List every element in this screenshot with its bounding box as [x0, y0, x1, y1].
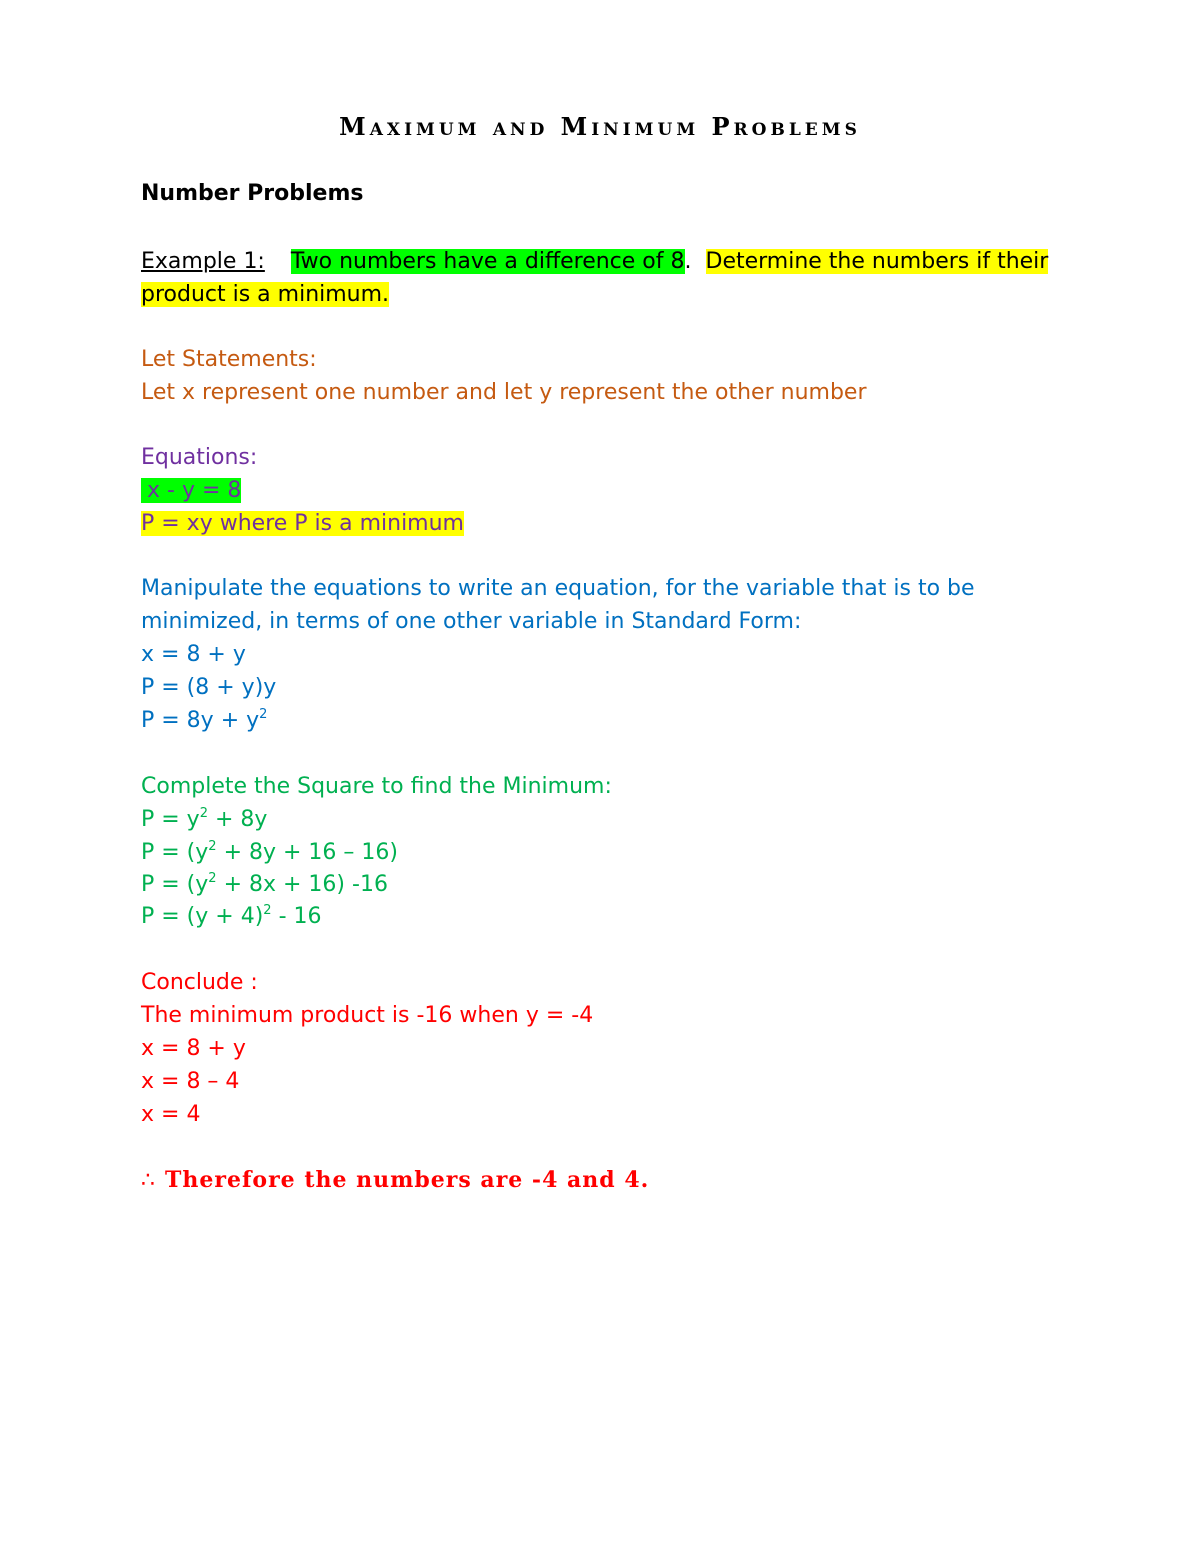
- step-text: + 8x + 16) -16: [216, 872, 388, 897]
- complete-square-step-4: [141, 901, 322, 933]
- exponent: 2: [259, 707, 268, 722]
- conclude-line-4: x = 4: [141, 1102, 201, 1127]
- page-title: Maximum and Minimum Problems: [339, 112, 861, 141]
- manipulate-step-1: x = 8 + y: [141, 642, 246, 667]
- exponent: 2: [208, 871, 217, 886]
- step-text: + 8y: [208, 807, 268, 832]
- manipulate-instruction-2: minimized, in terms of one other variable in Standard Form:: [141, 609, 802, 634]
- complete-square-step-3: [141, 869, 388, 901]
- conclude-heading: Conclude :: [141, 970, 258, 995]
- manipulate-step-3-text: P = 8y + y: [141, 708, 260, 733]
- equations-heading: Equations:: [141, 445, 258, 470]
- equation-1: [141, 475, 241, 507]
- complete-square-step-2: [141, 837, 398, 869]
- final-answer-text: Therefore the numbers are -4 and 4.: [165, 1167, 650, 1193]
- final-answer: [141, 1164, 649, 1197]
- problem-period: .: [684, 249, 692, 274]
- step-text: P = y: [141, 807, 200, 832]
- step-text: - 16: [271, 904, 322, 929]
- problem-highlight-green: Two numbers have a difference of 8: [290, 249, 685, 274]
- conclude-line-3: x = 8 – 4: [141, 1069, 240, 1094]
- equation-2-text: P = xy where P is a minimum: [141, 511, 464, 536]
- step-text: P = (y + 4): [141, 904, 264, 929]
- conclude-line-2: x = 8 + y: [141, 1036, 246, 1061]
- example-problem-line1: [141, 246, 1048, 278]
- therefore-icon: ∴: [141, 1168, 155, 1193]
- example-problem-line2: [141, 279, 389, 311]
- step-text: + 8y + 16 – 16): [216, 840, 398, 865]
- problem-highlight-yellow-2: product is a minimum.: [141, 282, 390, 307]
- exponent: 2: [199, 806, 208, 821]
- manipulate-instruction-1: Manipulate the equations to write an equation, for the variable that is to be: [141, 576, 975, 601]
- manipulate-step-2: P = (8 + y)y: [141, 675, 277, 700]
- example-label: Example 1:: [141, 249, 265, 274]
- section-heading: Number Problems: [141, 181, 364, 206]
- let-statements-text: Let x represent one number and let y represent the other number: [141, 380, 867, 405]
- exponent: 2: [208, 839, 217, 854]
- step-text: P = (y: [141, 840, 209, 865]
- complete-square-step-1: [141, 804, 267, 836]
- conclude-line-1: The minimum product is -16 when y = -4: [141, 1003, 594, 1028]
- step-text: P = (y: [141, 872, 209, 897]
- equation-2: [141, 508, 464, 540]
- manipulate-step-3: [141, 705, 267, 737]
- problem-highlight-yellow: Determine the numbers if their: [705, 249, 1049, 274]
- complete-square-heading: Complete the Square to find the Minimum:: [141, 774, 612, 799]
- let-statements-heading: Let Statements:: [141, 347, 317, 372]
- exponent: 2: [263, 903, 272, 918]
- equation-1-text: x - y = 8: [141, 478, 241, 503]
